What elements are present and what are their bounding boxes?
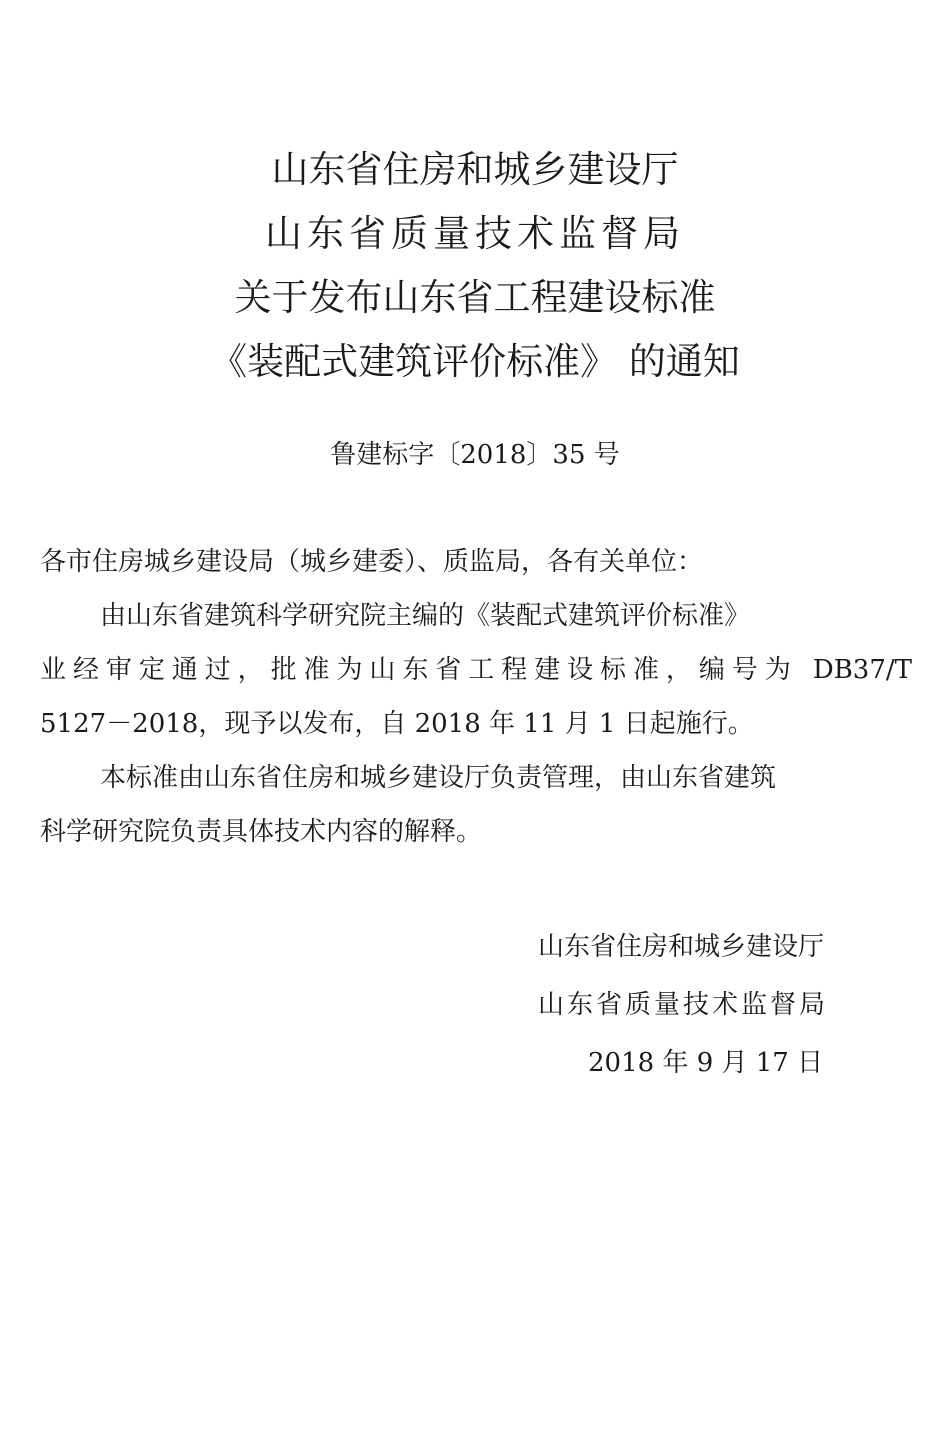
signature-org-housing: 山东省住房和城乡建设厅 bbox=[538, 932, 825, 962]
signature-org-quality: 山东省质量技术监督局 bbox=[538, 990, 829, 1020]
paragraph-line: 5127－2018，现予以发布，自 2018 年 11 月 1 日起施行。 bbox=[40, 709, 754, 739]
title-line-subject: 关于发布山东省工程建设标准 bbox=[234, 276, 716, 319]
paragraph-management bbox=[40, 751, 912, 859]
document-title bbox=[0, 138, 950, 394]
signature-date: 2018 年 9 月 17 日 bbox=[588, 1048, 824, 1078]
title-line-issuer-2: 山东省质量技术监督局 bbox=[265, 212, 685, 255]
notice-body bbox=[40, 535, 912, 859]
paragraph-approval bbox=[40, 589, 912, 751]
paragraph-line: 本标准由山东省住房和城乡建设厅负责管理，由山东省建筑 bbox=[100, 763, 777, 793]
paragraph-line: 业经审定通过，批准为山东省工程建设标准，编号为 DB37/T bbox=[40, 655, 912, 685]
paragraph-line: 由山东省建筑科学研究院主编的《装配式建筑评价标准》 bbox=[100, 601, 751, 631]
signature-block bbox=[538, 918, 898, 1092]
title-line-issuer-1: 山东省住房和城乡建设厅 bbox=[271, 148, 679, 191]
title-line-standard-name: 《装配式建筑评价标准》 的通知 bbox=[210, 340, 740, 383]
document-number: 鲁建标字〔2018〕35 号 bbox=[330, 440, 620, 470]
addressee-line: 各市住房城乡建设局（城乡建委）、质监局，各有关单位： bbox=[40, 547, 704, 577]
paragraph-line: 科学研究院负责具体技术内容的解释。 bbox=[40, 817, 483, 847]
